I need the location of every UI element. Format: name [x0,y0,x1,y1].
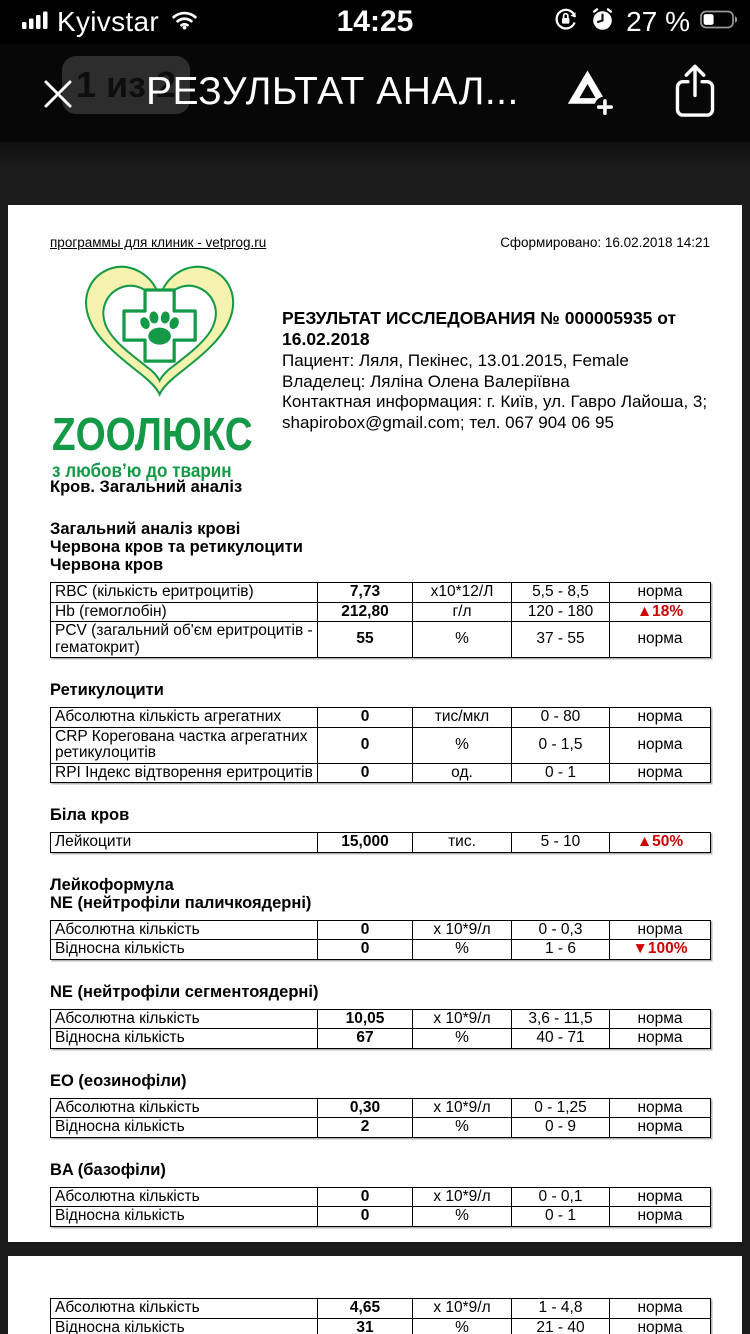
cell-status: ▲50% [610,833,711,853]
report-section [50,983,710,1049]
section-heading: Загальний аналіз крові [50,520,241,538]
cell-value: 0 [318,763,413,783]
cell-unit: тис. [413,833,512,853]
cell-status: норма [610,1299,711,1319]
table-row [51,1098,711,1118]
table-row [51,1187,711,1207]
cell-range: 1 - 4,8 [512,1299,610,1319]
cell-parameter: Абсолютна кількість [51,1098,318,1118]
cell-range: 3,6 - 11,5 [512,1009,610,1029]
cell-range: 0 - 9 [512,1118,610,1138]
cell-parameter: Абсолютна кількість [51,920,318,940]
cell-value: 4,65 [318,1299,413,1319]
lab-table [50,1298,711,1334]
cell-range: 120 - 180 [512,602,610,622]
cell-parameter: Абсолютна кількість [51,1187,318,1207]
cell-status: норма [610,708,711,728]
cell-range: 0 - 0,3 [512,920,610,940]
section-heading: Червона кров та ретикулоцити [50,538,303,556]
table-row [51,1029,711,1049]
pdf-toolbar [0,44,750,142]
cell-unit: % [413,1207,512,1227]
share-icon [672,62,718,120]
cell-value: 0,30 [318,1098,413,1118]
lab-table [50,582,711,658]
table-row [51,1318,711,1334]
cell-status: норма [610,1207,711,1227]
table-row [51,708,711,728]
patient-info-block [282,250,722,433]
generated-timestamp: Сформировано: 16.02.2018 14:21 [500,235,710,250]
cell-unit: х 10*9/л [413,1009,512,1029]
cell-value: 212,80 [318,602,413,622]
cell-range: 0 - 1,25 [512,1098,610,1118]
cell-value: 0 [318,727,413,763]
section-heading: Червона кров [50,556,164,574]
table-row [51,1207,711,1227]
report-section [50,1161,710,1227]
table-row [51,763,711,783]
cell-parameter: Відносна кількість [51,940,318,960]
cell-unit: % [413,1118,512,1138]
cell-value: 0 [318,708,413,728]
section-heading: EO (еозинофіли) [50,1071,187,1090]
pdf-page-2[interactable] [8,1256,742,1334]
cell-unit: од. [413,763,512,783]
cell-status: норма [610,1029,711,1049]
cell-range: 0 - 0,1 [512,1187,610,1207]
clinic-name: ZООЛЮКС [52,408,253,460]
cell-status: норма [610,920,711,940]
cell-value: 7,73 [318,583,413,603]
cell-range: 0 - 1 [512,1207,610,1227]
cell-range: 5 - 10 [512,833,610,853]
cell-value: 0 [318,920,413,940]
section-heading: NE (нейтрофіли сегментоядерні) [50,982,319,1001]
cell-value: 0 [318,1207,413,1227]
page2-table-slot [50,1298,710,1334]
cell-parameter: RBC (кількість еритроцитів) [51,583,318,603]
cell-status: норма [610,1318,711,1334]
battery-percent-label: 27 % [626,6,690,37]
cell-unit: х 10*9/л [413,1299,512,1319]
close-button[interactable] [36,72,80,116]
cell-parameter: Відносна кількість [51,1207,318,1227]
cell-status: норма [610,727,711,763]
lab-table [50,1187,711,1227]
lab-table [50,832,711,853]
clinic-logo [52,256,272,483]
cell-range: 5,5 - 8,5 [512,583,610,603]
patient-line: Пациент: Ляля, Пекінес, 13.01.2015, Female [282,351,629,370]
cell-range: 1 - 6 [512,940,610,960]
cell-status: норма [610,583,711,603]
cell-unit: х10*12/Л [413,583,512,603]
contact-line: Контактная информация: г. Київ, ул. Гавро Лайоша, 3; shapirobox@gmail.com; тел. 067 904 06 95 [282,392,708,432]
table-row [51,1118,711,1138]
table-row [51,833,711,853]
cell-status: норма [610,622,711,658]
cell-range: 0 - 1,5 [512,727,610,763]
heart-paw-logo-icon [52,256,268,400]
cell-parameter: Абсолютна кількість агрегатних [51,708,318,728]
document-title: РЕЗУЛЬТАТ АНАЛ... [146,70,519,113]
cell-unit: х 10*9/л [413,1187,512,1207]
cell-status: ▼100% [610,940,711,960]
table-row [51,1009,711,1029]
cell-status: норма [610,1118,711,1138]
cell-parameter: CRP Корегована частка агрегатних ретикулоцитів [51,727,318,763]
cell-unit: % [413,940,512,960]
cell-unit: % [413,622,512,658]
cell-status: ▲18% [610,602,711,622]
close-icon [40,76,76,112]
table-row [51,1299,711,1319]
cell-status: норма [610,763,711,783]
cell-value: 67 [318,1029,413,1049]
report-section [50,806,710,853]
cell-unit: х 10*9/л [413,1098,512,1118]
drive-add-icon [566,66,618,120]
cell-value: 55 [318,622,413,658]
cell-unit: % [413,1029,512,1049]
cell-unit: х 10*9/л [413,920,512,940]
cell-range: 0 - 1 [512,763,610,783]
table-row [51,920,711,940]
report-sections [50,520,710,1242]
cell-unit: % [413,727,512,763]
page-indicator-badge: 1 из 2 [62,56,190,114]
lab-table [50,920,711,960]
cell-parameter: Hb (гемоглобін) [51,602,318,622]
cell-range: 37 - 55 [512,622,610,658]
cell-value: 10,05 [318,1009,413,1029]
cell-value: 31 [318,1318,413,1334]
vetprog-link[interactable]: программы для клиник - vetprog.ru [50,235,267,250]
share-button[interactable] [672,62,718,120]
status-bar [0,0,750,44]
table-row [51,583,711,603]
rotation-lock-icon [552,6,579,38]
clock-time: 14:25 [336,5,414,38]
section-heading: Лейкоформула [50,875,174,894]
add-to-drive-button[interactable] [566,66,618,120]
report-title: РЕЗУЛЬТАТ ИССЛЕДОВАНИЯ № 000005935 от 16.02.2018 [282,308,677,349]
clinic-tagline: з любов’ю до тварин [52,461,232,482]
cell-parameter: RPI Індекс відтворення еритроцитів [51,763,318,783]
table-row [51,602,711,622]
identification-block [50,250,710,482]
lab-table [50,1009,711,1049]
cell-range: 21 - 40 [512,1318,610,1334]
section-heading: Ретикулоцити [50,681,164,699]
cell-parameter: Абсолютна кількість [51,1009,318,1029]
cell-unit: тис/мкл [413,708,512,728]
report-section [50,876,710,960]
table-row [51,622,711,658]
cell-status: норма [610,1187,711,1207]
cell-value: 0 [318,1187,413,1207]
report-section [50,681,710,783]
owner-line: Владелец: Ляліна Олена Валеріївна [282,371,570,391]
lab-table [50,707,711,783]
cell-parameter: Відносна кількість [51,1318,318,1334]
cell-parameter: Відносна кількість [51,1118,318,1138]
document-header [50,235,710,250]
cell-range: 40 - 71 [512,1029,610,1049]
section-heading: Біла кров [50,806,130,824]
cell-parameter: PCV (загальний об'єм еритроцитів - гематокрит) [51,622,318,658]
cell-parameter: Лейкоцити [51,833,318,853]
pdf-page-1[interactable] [8,205,742,1242]
cell-parameter: Абсолютна кількість [51,1299,318,1319]
report-section [50,1072,710,1138]
report-section [50,520,710,658]
cell-status: норма [610,1009,711,1029]
lab-table [50,1098,711,1138]
table-row [51,940,711,960]
cell-parameter: Відносна кількість [51,1029,318,1049]
alarm-clock-icon [589,6,616,38]
analysis-main-heading: Кров. Загальний аналіз [50,478,243,496]
cell-status: норма [610,1098,711,1118]
cell-unit: % [413,1318,512,1334]
carrier-label: Kyivstar [57,6,159,37]
table-row [51,727,711,763]
cell-unit: г/л [413,602,512,622]
cell-value: 15,000 [318,833,413,853]
cell-range: 0 - 80 [512,708,610,728]
section-heading: NE (нейтрофіли паличкоядерні) [50,893,312,912]
status-right [552,0,740,44]
cell-value: 2 [318,1118,413,1138]
cell-value: 0 [318,940,413,960]
battery-icon [700,9,740,35]
section-heading: BA (базофіли) [50,1160,166,1179]
